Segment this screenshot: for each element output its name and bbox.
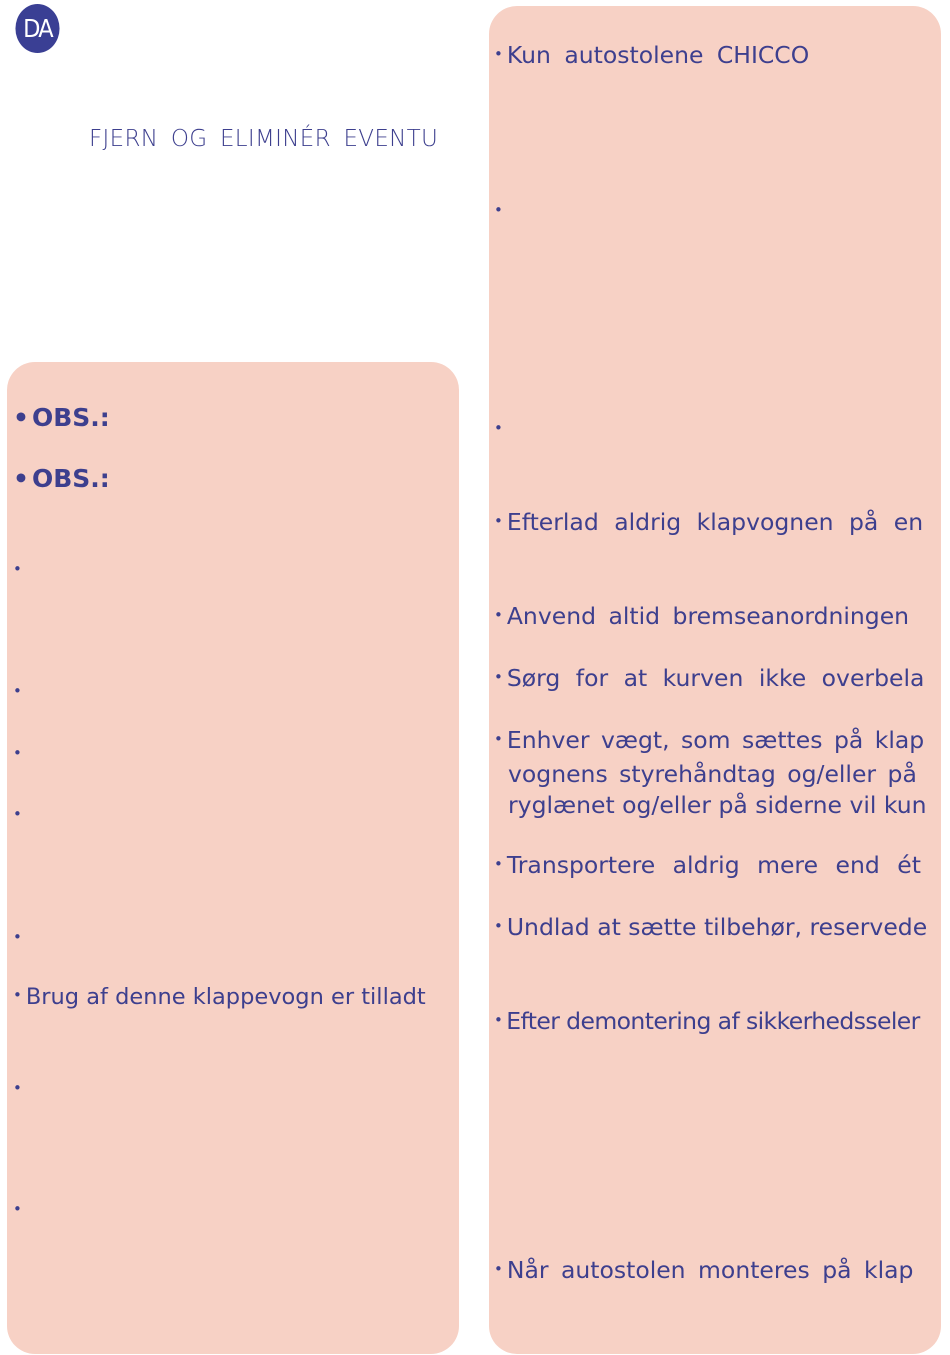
bullet: • <box>13 1200 22 1218</box>
bullet: • <box>13 805 22 823</box>
list-item <box>494 1255 913 1289</box>
bullet: • <box>494 1260 503 1278</box>
item-text-line: ryglænet og/eller på siderne vil kun <box>508 791 927 819</box>
item-text: Sørg for at kurven ikke overbela <box>506 664 925 692</box>
list-item <box>494 912 927 946</box>
list-item <box>494 601 909 635</box>
item-text-line: Enhver vægt, som sættes på klap <box>506 726 925 754</box>
list-item <box>13 739 26 773</box>
bullet: • <box>494 855 503 873</box>
bullet: • <box>494 1011 503 1029</box>
list-item <box>13 677 26 711</box>
list-item <box>13 555 26 589</box>
section-heading: FJERN OG ELIMINÉR EVENTU <box>89 126 439 152</box>
item-text: Når autostolen monteres på klap <box>506 1256 914 1284</box>
bullet: • <box>494 668 503 686</box>
list-item <box>13 1195 26 1229</box>
list-item <box>494 414 507 448</box>
bullet: • <box>13 682 22 700</box>
obs-label: OBS.: <box>31 403 110 432</box>
item-text: Brug af denne klappevogn er tilladt <box>25 984 426 1010</box>
list-item <box>494 663 924 697</box>
warnings-panel-right <box>489 6 941 1354</box>
list-item <box>494 1006 920 1040</box>
bullet: • <box>13 744 22 762</box>
item-text: Undlad at sætte tilbehør, reservede <box>506 913 928 941</box>
bullet: • <box>494 419 503 437</box>
list-item <box>494 196 507 230</box>
item-text: Transportere aldrig mere end ét <box>506 851 921 879</box>
list-item <box>13 402 110 433</box>
bullet: • <box>494 917 503 935</box>
bullet: • <box>13 986 22 1004</box>
bullet: • <box>494 512 503 530</box>
language-badge: DA <box>15 4 59 53</box>
bullet: • <box>494 45 503 63</box>
item-text: Kun autostolene CHICCO <box>506 41 810 69</box>
bullet: • <box>494 606 503 624</box>
bullet: • <box>13 560 22 578</box>
item-text: Anvend altid bremseanordningen <box>506 602 910 630</box>
list-item <box>13 1074 26 1108</box>
list-item <box>494 507 923 541</box>
item-text: Efter demontering af sikkerhedsseler <box>506 1007 920 1035</box>
list-item <box>13 923 26 957</box>
list-item <box>494 850 921 884</box>
bullet: • <box>494 201 503 219</box>
list-item <box>13 800 26 834</box>
obs-label: OBS.: <box>31 464 110 493</box>
list-item <box>494 40 809 74</box>
list-item <box>494 725 927 821</box>
item-text: Efterlad aldrig klapvognen på en <box>506 508 924 536</box>
bullet: • <box>494 730 503 748</box>
warnings-panel-left <box>7 362 459 1354</box>
bullet: • <box>13 403 29 432</box>
bullet: • <box>13 464 29 493</box>
list-item <box>13 463 110 494</box>
bullet: • <box>13 928 22 946</box>
item-text-line: vognens styrehåndtag og/eller på <box>508 760 917 788</box>
bullet: • <box>13 1079 22 1097</box>
list-item <box>13 982 426 1015</box>
